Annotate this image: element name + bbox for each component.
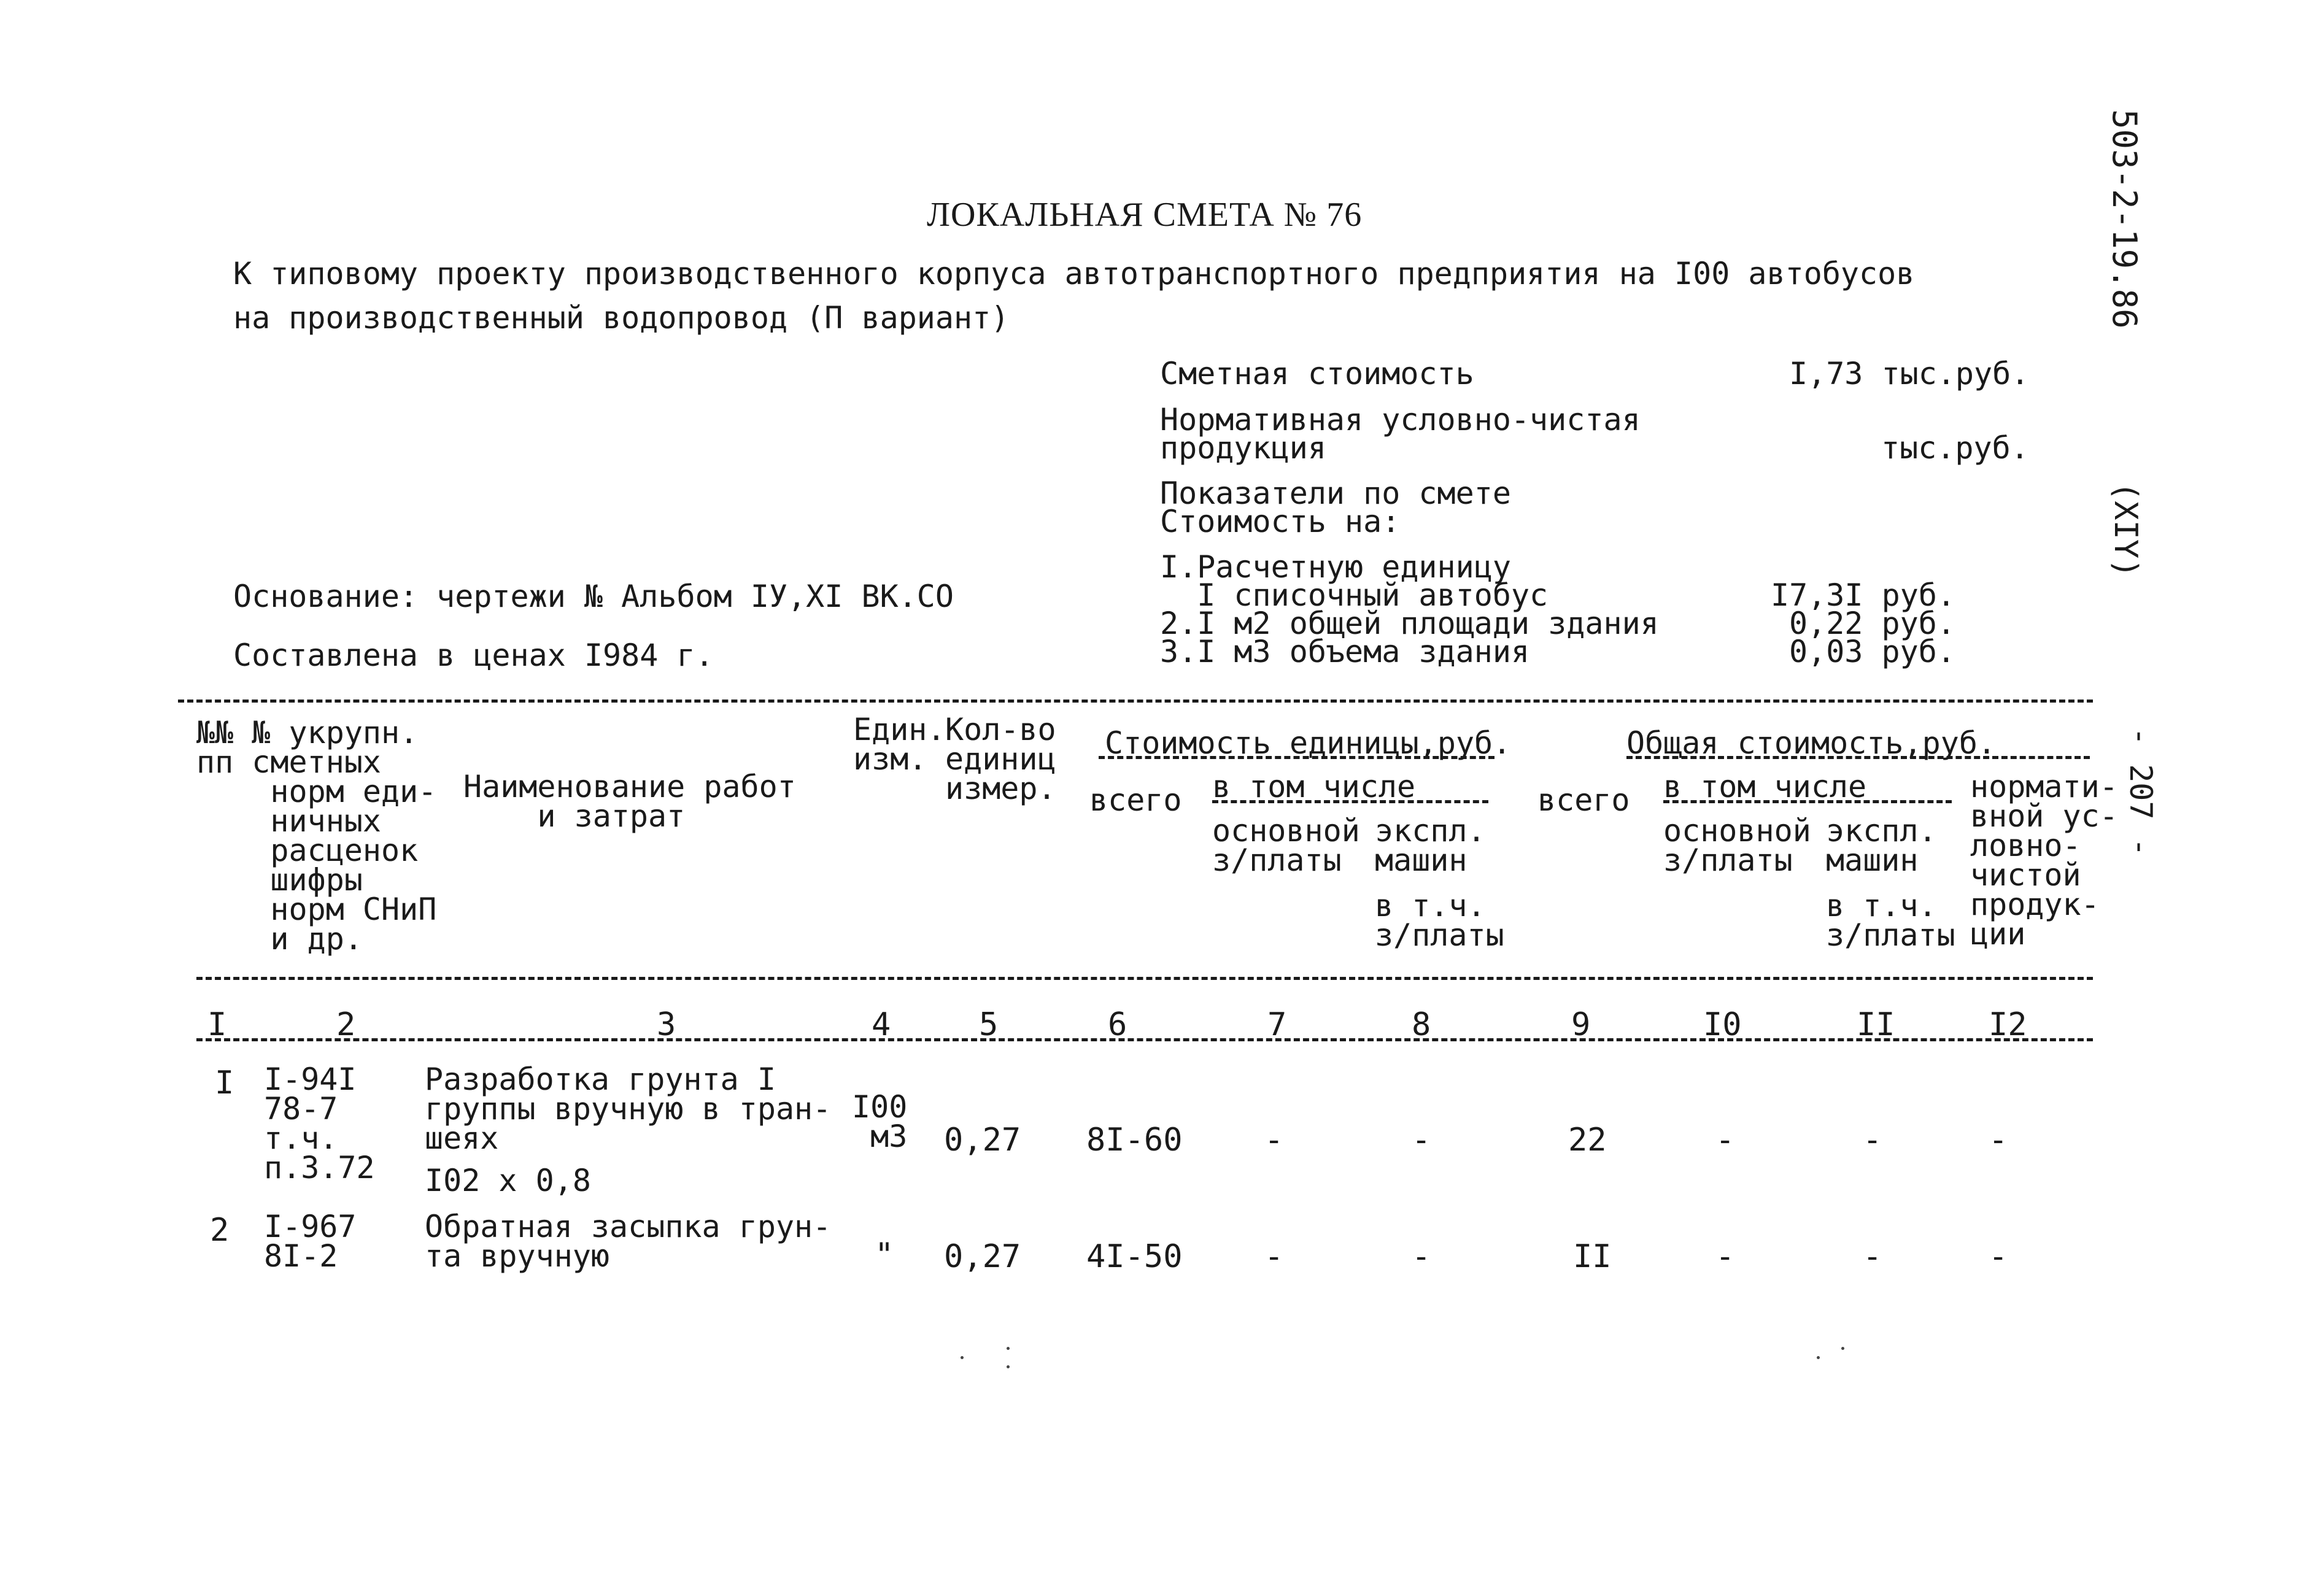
cost-value: I,73 тыс.руб. xyxy=(1789,356,2030,391)
header-incl-2: в том числе xyxy=(1663,769,1867,804)
column-number: I0 xyxy=(1703,1006,1742,1043)
total-cost-rule xyxy=(1626,756,2090,759)
row-2-col-11: - xyxy=(1863,1238,1882,1275)
item-1-value: I7,3I руб. xyxy=(1771,577,1956,613)
scan-speck xyxy=(961,1356,964,1359)
row-1-total: 22 xyxy=(1568,1122,1607,1158)
header-unit-cost: Стоимость единицы,руб. xyxy=(1105,725,1512,761)
column-number: 6 xyxy=(1108,1006,1127,1043)
scan-speck xyxy=(1007,1347,1010,1350)
header-total-cost: Общая стоимость,руб. xyxy=(1626,725,1997,761)
page-title: ЛОКАЛЬНАЯ СМЕТА № 76 xyxy=(927,196,1363,234)
row-1-col-10: - xyxy=(1715,1122,1735,1158)
indicators-line-1: Показатели по смете xyxy=(1160,476,1511,511)
roman-section: (XIY) xyxy=(2107,482,2144,578)
subtitle-line-2: на производственный водопровод (П вариант) xyxy=(233,300,1010,336)
header-col-5: Кол-во единиц измер. xyxy=(945,712,1056,806)
header-col-6: всего xyxy=(1089,782,1182,818)
indicators-line-2: Стоимость на: xyxy=(1160,504,1401,539)
column-number: 5 xyxy=(979,1006,999,1043)
item-2-value: 0,22 руб. xyxy=(1789,606,1955,641)
row-2-unit: " xyxy=(875,1236,894,1273)
cost-label: Сметная стоимость xyxy=(1160,356,1474,391)
column-number-rule xyxy=(196,1038,2093,1041)
row-2-col-8: - xyxy=(1412,1238,1431,1275)
row-2-code: I-967 8I-2 xyxy=(264,1209,357,1274)
column-number: I2 xyxy=(1989,1006,2027,1043)
scan-speck xyxy=(1817,1356,1820,1359)
row-1-unit: I00 м3 xyxy=(852,1089,908,1154)
item-2: 2.I м2 общей площади здания xyxy=(1160,606,1659,641)
header-col-9: всего xyxy=(1537,782,1630,818)
incl-rule-2 xyxy=(1663,800,1952,803)
header-col-10: основной з/платы xyxy=(1663,813,1811,878)
basis-line: Основание: чертежи № Альбом IУ,XI ВК.СО xyxy=(233,579,954,614)
unit-cost-rule xyxy=(1099,756,1494,759)
header-bottom-rule xyxy=(196,977,2093,980)
column-number: 3 xyxy=(657,1006,676,1043)
item-3-value: 0,03 руб. xyxy=(1789,634,1955,669)
row-1-code: I-94I 78-7 т.ч. п.3.72 xyxy=(264,1062,375,1185)
row-2-name: Обратная засыпка грун- та вручную xyxy=(425,1209,832,1274)
column-number: II xyxy=(1857,1006,1895,1043)
column-number: 9 xyxy=(1571,1006,1591,1043)
header-col-1-2: №№ № укрупн. пп сметных норм еди- ничных расценок шифры норм СНиП и др. xyxy=(196,715,437,957)
row-1-num: I xyxy=(215,1065,234,1101)
row-1-unit-total: 8I-60 xyxy=(1086,1122,1183,1158)
column-number: 8 xyxy=(1412,1006,1431,1043)
row-2-num: 2 xyxy=(210,1212,230,1249)
row-1-name: Разработка грунта I группы вручную в тран- шеях xyxy=(425,1062,832,1156)
row-2-qty: 0,27 xyxy=(944,1238,1021,1275)
row-1-formula: I02 х 0,8 xyxy=(425,1163,591,1198)
document-code: 503-2-19.86 xyxy=(2105,109,2144,329)
header-col-8b: в т.ч. з/платы xyxy=(1375,888,1504,953)
header-col-7: основной з/платы xyxy=(1212,813,1360,878)
row-2-col-10: - xyxy=(1715,1238,1735,1275)
norm-value: тыс.руб. xyxy=(1881,430,2029,466)
row-1-col-11: - xyxy=(1863,1122,1882,1158)
item-3: 3.I м3 объема здания xyxy=(1160,634,1530,669)
column-number: 7 xyxy=(1267,1006,1287,1043)
header-col-4: Един. изм. xyxy=(853,712,946,777)
column-number: 4 xyxy=(872,1006,891,1043)
page-number: - 207 - xyxy=(2123,727,2159,857)
header-col-8: экспл. машин xyxy=(1375,813,1486,878)
item-1a: I.Расчетную единицу xyxy=(1160,549,1511,585)
subtitle-line-1: К типовому проекту производственного корпуса автотранспортного предприятия на I00 автобусов xyxy=(233,256,1915,291)
row-2-col-7: - xyxy=(1264,1238,1284,1275)
row-2-col-12: - xyxy=(1989,1238,2008,1275)
column-number: I xyxy=(207,1006,227,1043)
scan-speck xyxy=(1007,1365,1010,1368)
header-col-11b: в т.ч. з/платы xyxy=(1826,888,1955,953)
norm-label-1: Нормативная условно-чистая xyxy=(1160,402,1641,438)
header-incl-1: в том числе xyxy=(1212,769,1416,804)
item-1b: I списочный автобус xyxy=(1160,577,1549,613)
header-col-12: нормати- вной ус- ловно- чистой продук- ции xyxy=(1970,769,2118,952)
norm-label-2: продукция xyxy=(1160,430,1326,466)
table-top-rule xyxy=(178,700,2093,703)
row-1-col-7: - xyxy=(1264,1122,1284,1158)
row-2-total: II xyxy=(1573,1238,1612,1275)
incl-rule-1 xyxy=(1212,800,1488,803)
row-1-qty: 0,27 xyxy=(944,1122,1021,1158)
row-1-col-8: - xyxy=(1412,1122,1431,1158)
column-number: 2 xyxy=(336,1006,356,1043)
row-2-unit-total: 4I-50 xyxy=(1086,1238,1183,1275)
header-col-11: экспл. машин xyxy=(1826,813,1937,878)
row-1-col-12: - xyxy=(1989,1122,2008,1158)
prices-line: Составлена в ценах I984 г. xyxy=(233,638,714,673)
scan-speck xyxy=(1841,1347,1844,1350)
header-col-3: Наименование работ и затрат xyxy=(463,769,796,834)
